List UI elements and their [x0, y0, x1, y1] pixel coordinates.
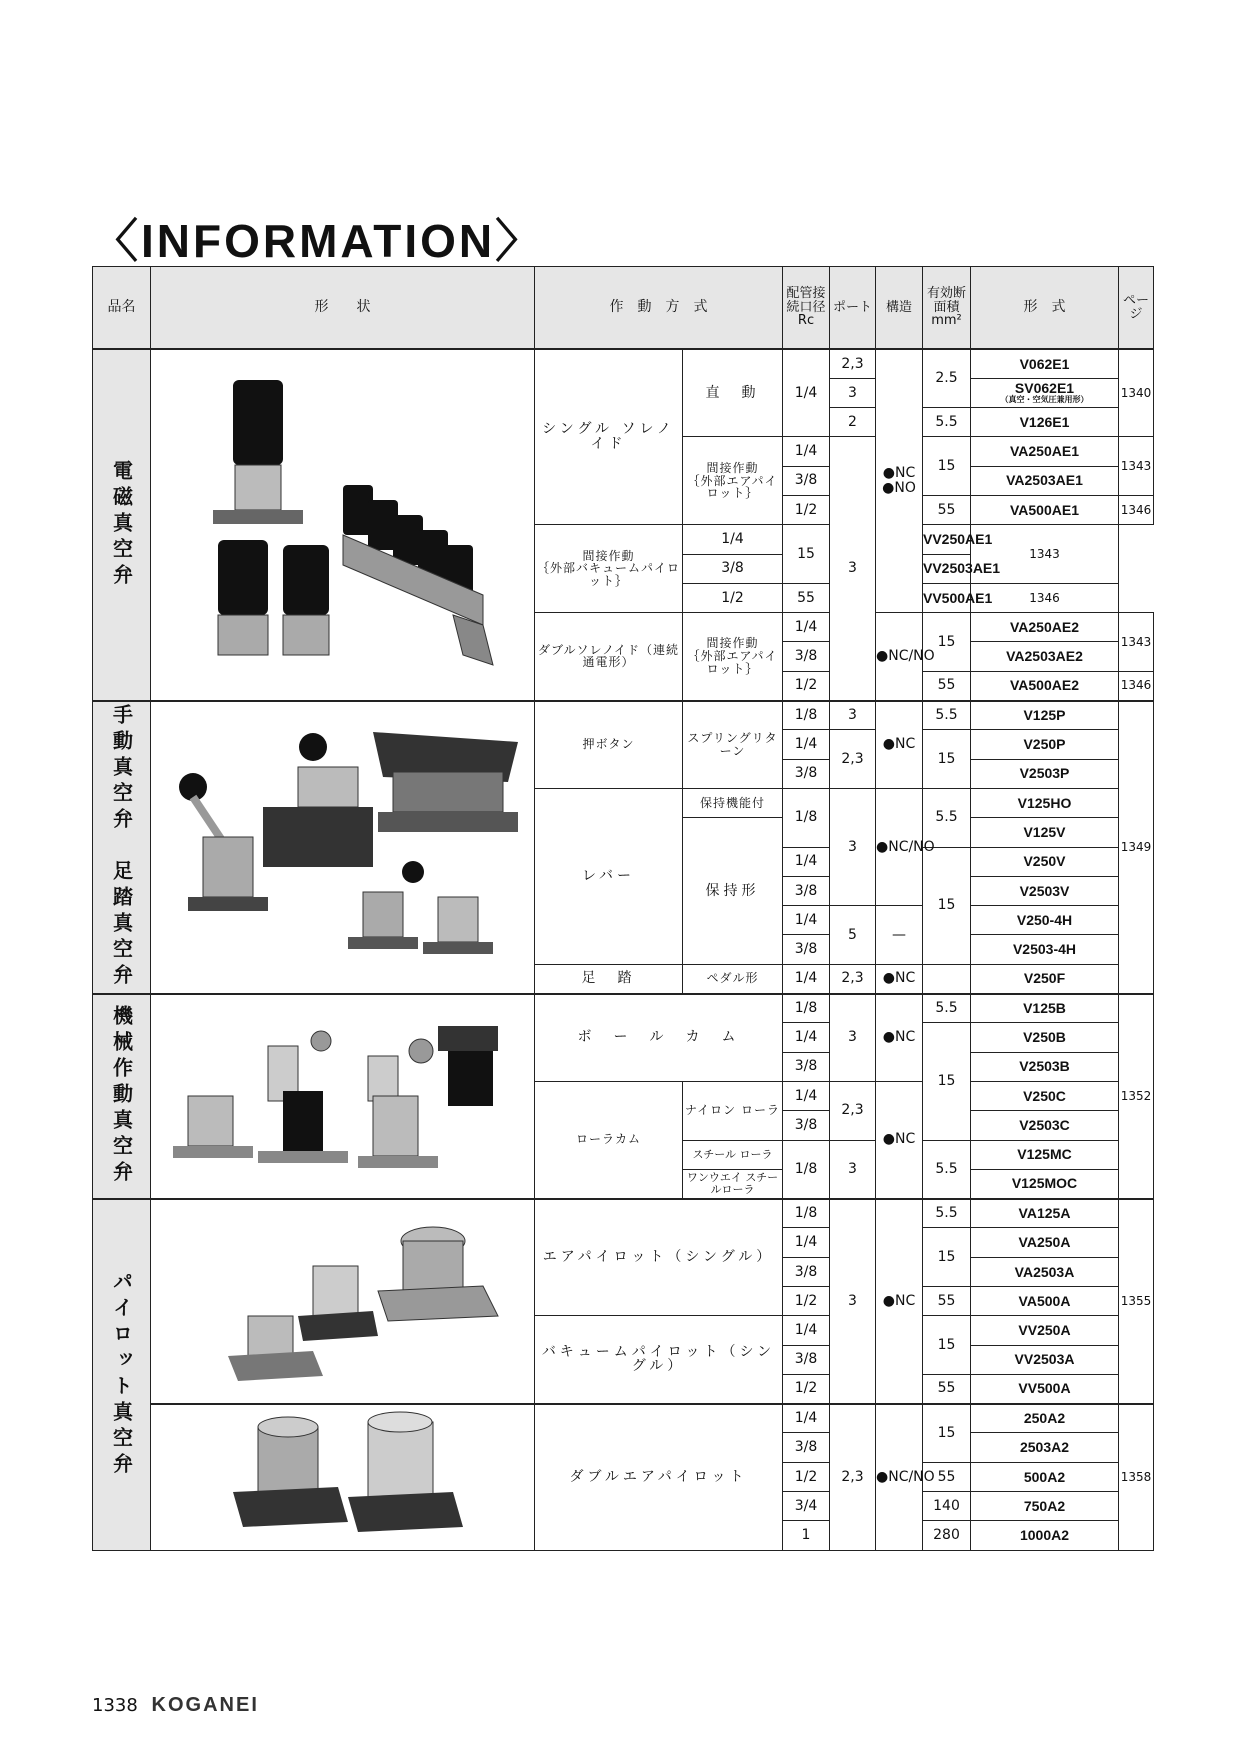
cell-area: 5.5 [923, 408, 971, 437]
cell-port: 2 [830, 408, 876, 437]
cell-model: 750A2 [971, 1492, 1119, 1521]
cell-model: V250B [971, 1023, 1119, 1052]
cell-model: V250C [971, 1081, 1119, 1110]
cell-port: 3 [830, 437, 876, 701]
cell-model: V2503C [971, 1111, 1119, 1140]
cell-model: VA500A [971, 1287, 1119, 1316]
cell-area: 55 [923, 1462, 971, 1491]
cell-pipe: 1/8 [783, 994, 830, 1023]
op-indirect-air: 間接作動 ｛外部エアパイロット｝ [683, 613, 783, 701]
op-double-solenoid: ダブルソレノイド（連続通電形） [535, 613, 683, 701]
product-image [151, 349, 535, 701]
cell-model: 500A2 [971, 1462, 1119, 1491]
cell-model: VV500A [971, 1374, 1119, 1403]
cell-pipe: 1/2 [783, 1462, 830, 1491]
header-page: ページ [1119, 267, 1154, 350]
cell-model: VV2503A [971, 1345, 1119, 1374]
op-single-solenoid: シングル ソレノイド [535, 349, 683, 525]
cell-pipe: 3/8 [783, 1433, 830, 1462]
op-spring-return: スプリングリターン [683, 701, 783, 789]
cell-port: 3 [830, 701, 876, 730]
cell-page: 1352 [1119, 994, 1154, 1199]
cell-pipe: 3/8 [783, 1111, 830, 1140]
cell-model: VV250AE1 [923, 525, 971, 554]
cell-structure: ●NC ●NO [876, 349, 923, 613]
cell-port: 2,3 [830, 964, 876, 993]
cell-area: 55 [783, 583, 830, 612]
cell-pipe: 1/8 [783, 1199, 830, 1228]
cell-pipe: 1/4 [783, 730, 830, 759]
cell-area: 2.5 [923, 349, 971, 408]
cell-area: 15 [923, 730, 971, 789]
cell-area: 140 [923, 1492, 971, 1521]
header-area: 有効断面積mm² [923, 267, 971, 350]
table-header [93, 267, 1154, 350]
cell-page: 1346 [971, 583, 1119, 612]
op-indirect-air: 間接作動 ｛外部エアパイロット｝ [683, 437, 783, 525]
cell-area: 280 [923, 1521, 971, 1550]
cell-model: V125V [971, 818, 1119, 847]
cell-pipe: 3/8 [783, 1345, 830, 1374]
table-row [93, 349, 1154, 378]
cell-pipe: 1/4 [783, 1023, 830, 1052]
op-pedal: ペダル形 [683, 964, 783, 993]
cell-page: 1340 [1119, 349, 1154, 437]
cell-area: 55 [923, 1287, 971, 1316]
op-air-pilot-single: エアパイロット（シングル） [535, 1199, 783, 1316]
op-hold-func: 保持機能付 [683, 788, 783, 817]
cell-port: 2,3 [830, 730, 876, 789]
cell-pipe: 1/4 [783, 847, 830, 876]
cell-area: 5.5 [923, 788, 971, 847]
mechanical-valve-illustration [163, 1001, 523, 1191]
op-steel-roller: スチール ローラ [683, 1140, 783, 1169]
cell-pipe: 3/8 [783, 876, 830, 905]
cell-model: VA500AE2 [971, 671, 1119, 700]
header-port: ポート [830, 267, 876, 350]
cell-port: 2,3 [830, 1404, 876, 1550]
cell-structure: ●NC/NO [876, 788, 923, 905]
cell-page: 1349 [1119, 701, 1154, 994]
product-image [151, 701, 535, 994]
cell-pipe: 1/8 [783, 788, 830, 847]
cell-pipe: 3/4 [783, 1492, 830, 1521]
cell-structure: ●NC/NO [876, 1404, 923, 1550]
cell-page: 1346 [1119, 495, 1154, 524]
cell-model: VA250A [971, 1228, 1119, 1257]
cell-structure: ●NC [876, 964, 923, 993]
cell-model: V125HO [971, 788, 1119, 817]
cell-model: V2503V [971, 876, 1119, 905]
double-pilot-valve-illustration [163, 1407, 523, 1547]
page-number: 1338 [92, 1695, 138, 1716]
cell-area: 55 [923, 671, 971, 700]
op-direct: 直 動 [683, 349, 783, 437]
cell-area: 55 [923, 495, 971, 524]
cell-structure: ●NC [876, 1199, 923, 1404]
cell-model: V125MC [971, 1140, 1119, 1169]
cell-area: 55 [923, 1374, 971, 1403]
brand-logo: KOGANEI [151, 1694, 259, 1716]
cell-model: V125B [971, 994, 1119, 1023]
cell-model: V062E1 [971, 349, 1119, 378]
cell-model: V126E1 [971, 408, 1119, 437]
op-indirect-vac: 間接作動 ｛外部バキュームパイロット｝ [535, 525, 683, 613]
group-label: 電磁真空弁 [93, 349, 151, 701]
pilot-valve-illustration [163, 1206, 523, 1396]
cell-structure: ●NC [876, 701, 923, 789]
cell-page: 1343 [1119, 437, 1154, 496]
op-foot: 足 踏 [535, 964, 683, 993]
op-vac-pilot-single: バキュームパイロット（シングル） [535, 1316, 783, 1404]
cell-pipe: 1/4 [783, 1316, 830, 1345]
cell-page: 1343 [971, 525, 1119, 584]
cell-port: 3 [830, 378, 876, 407]
cell-page: 1355 [1119, 1199, 1154, 1404]
solenoid-valve-illustration [163, 365, 523, 685]
cell-pipe: 3/8 [783, 1257, 830, 1286]
cell-pipe: 1/4 [783, 613, 830, 642]
cell-area: 15 [923, 1404, 971, 1463]
cell-model: V250P [971, 730, 1119, 759]
cell-area: 15 [923, 847, 971, 964]
cell-model: VV2503AE1 [923, 554, 971, 583]
cell-model: VA2503A [971, 1257, 1119, 1286]
cell-structure: ●NC [876, 994, 923, 1082]
cell-pipe: 1/4 [783, 1228, 830, 1257]
group-label: 機械作動真空弁 [93, 994, 151, 1199]
cell-pipe: 1/2 [783, 671, 830, 700]
cell-port: 3 [830, 1140, 876, 1199]
cell-area: 15 [783, 525, 830, 584]
cell-page: 1346 [1119, 671, 1154, 700]
op-push-button: 押ボタン [535, 701, 683, 789]
header-shape: 形 状 [151, 267, 535, 350]
product-image [151, 994, 535, 1199]
cell-pipe: 3/8 [683, 554, 783, 583]
cell-model: V125P [971, 701, 1119, 730]
cell-pipe: 3/8 [783, 466, 830, 495]
table-row [93, 1404, 1154, 1433]
cell-pipe: 1/4 [783, 1081, 830, 1110]
cell-model: V250V [971, 847, 1119, 876]
header-item: 品名 [93, 267, 151, 350]
cell-structure: ●NC [876, 1081, 923, 1198]
information-table [92, 266, 1153, 1561]
cell-pipe: 1/4 [783, 349, 830, 437]
cell-page: 1343 [1119, 613, 1154, 672]
cell-model: 2503A2 [971, 1433, 1119, 1462]
cell-area: 15 [923, 613, 971, 672]
cell-pipe: 1/4 [783, 437, 830, 466]
cell-port: 2,3 [830, 349, 876, 378]
product-image [151, 1404, 535, 1550]
cell-pipe: 1/4 [683, 525, 783, 554]
op-double-air-pilot: ダブルエアパイロット [535, 1404, 783, 1550]
cell-port: 2,3 [830, 1081, 876, 1140]
cell-pipe: 1/4 [783, 1404, 830, 1433]
cell-model: VV250A [971, 1316, 1119, 1345]
manual-valve-illustration [163, 712, 523, 982]
cell-page: 1358 [1119, 1404, 1154, 1550]
cell-model: VA2503AE2 [971, 642, 1119, 671]
op-roller-cam: ローラカム [535, 1081, 683, 1198]
table-row [93, 1199, 1154, 1228]
cell-pipe: 3/8 [783, 759, 830, 788]
header-pipe: 配管接続口径Rc [783, 267, 830, 350]
cell-area [923, 964, 971, 993]
cell-model: VA2503AE1 [971, 466, 1119, 495]
cell-port: 5 [830, 906, 876, 965]
cell-structure: ●NC/NO [876, 613, 923, 701]
cell-model: V2503B [971, 1052, 1119, 1081]
cell-port: 3 [830, 788, 876, 905]
cell-model: V125MOC [971, 1169, 1119, 1198]
cell-model: 1000A2 [971, 1521, 1119, 1550]
cell-pipe: 3/8 [783, 935, 830, 964]
header-model: 形 式 [971, 267, 1119, 350]
cell-model: V2503P [971, 759, 1119, 788]
table-row [93, 994, 1154, 1023]
header-operation: 作 動 方 式 [535, 267, 783, 350]
cell-model: V2503-4H [971, 935, 1119, 964]
op-lever: レバー [535, 788, 683, 964]
cell-pipe: 1/2 [783, 1287, 830, 1316]
op-ball-cam: ボ ー ル カ ム [535, 994, 783, 1082]
cell-pipe: 1/2 [683, 583, 783, 612]
page-title: 〈INFORMATION〉 [92, 215, 545, 267]
table-row [93, 701, 1154, 730]
cell-model: VA250AE1 [971, 437, 1119, 466]
cell-pipe: 1/2 [783, 1374, 830, 1403]
cell-model: 250A2 [971, 1404, 1119, 1433]
cell-model: SV062E1 （真空・空気圧兼用形） [971, 378, 1119, 407]
cell-model: VA125A [971, 1199, 1119, 1228]
cell-area: 5.5 [923, 701, 971, 730]
cell-area: 5.5 [923, 994, 971, 1023]
cell-pipe: 1/8 [783, 701, 830, 730]
cell-pipe: 1/2 [783, 495, 830, 524]
cell-area: 15 [923, 1023, 971, 1140]
cell-pipe: 3/8 [783, 1052, 830, 1081]
cell-structure: — [876, 906, 923, 965]
product-image [151, 1199, 535, 1404]
header-structure: 構造 [876, 267, 923, 350]
group-label: 手動真空弁 足踏真空弁 [93, 701, 151, 994]
cell-pipe: 3/8 [783, 642, 830, 671]
cell-area: 15 [923, 437, 971, 496]
cell-area: 5.5 [923, 1199, 971, 1228]
cell-port: 3 [830, 1199, 876, 1404]
cell-pipe: 1/4 [783, 906, 830, 935]
cell-model: VA500AE1 [971, 495, 1119, 524]
cell-area: 5.5 [923, 1140, 971, 1199]
page-footer [92, 1694, 259, 1717]
op-nylon-roller: ナイロン ローラ [683, 1081, 783, 1140]
cell-pipe: 1 [783, 1521, 830, 1550]
cell-model: V250F [971, 964, 1119, 993]
cell-port: 3 [830, 994, 876, 1082]
cell-area: 15 [923, 1316, 971, 1375]
cell-pipe: 1/8 [783, 1140, 830, 1199]
cell-model: V250-4H [971, 906, 1119, 935]
cell-model: VA250AE2 [971, 613, 1119, 642]
group-label: パイロット真空弁 [93, 1199, 151, 1551]
cell-area: 15 [923, 1228, 971, 1287]
cell-pipe: 1/4 [783, 964, 830, 993]
op-hold-type: 保持形 [683, 818, 783, 964]
cell-model: VV500AE1 [923, 583, 971, 612]
op-oneway-roller: ワンウエイ スチールローラ [683, 1169, 783, 1198]
